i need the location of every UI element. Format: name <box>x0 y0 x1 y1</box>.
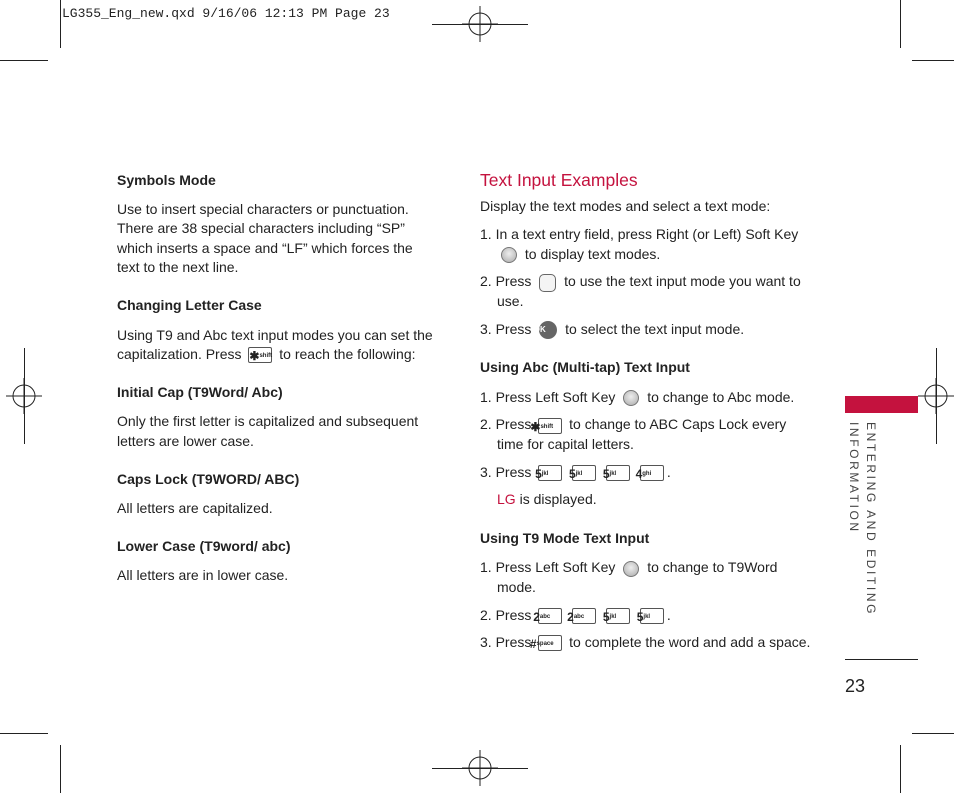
lower-case-body: All letters are in lower case. <box>117 567 289 584</box>
step-a2-text: 2. Press <box>480 273 532 290</box>
initial-cap-heading: Initial Cap (T9Word/ Abc) <box>117 383 283 400</box>
left-soft-key-icon <box>623 390 639 406</box>
key-5-icon: $5^{jkl}$ <box>606 465 630 481</box>
step-a3 <box>480 320 812 340</box>
step-a3-text-after: to select the text input mode. <box>565 320 745 337</box>
soft-key-icon <box>501 247 517 263</box>
abc-result-text: is displayed. <box>519 491 597 508</box>
abc-step1 <box>480 388 812 408</box>
step-a1 <box>480 225 812 264</box>
key-4-icon: $4^{ghi}$ <box>640 465 664 481</box>
side-tab-label: ENTERING AND EDITING INFORMATION <box>847 422 878 617</box>
key-5-icon: $5^{jkl}$ <box>538 465 562 481</box>
initial-cap-body: Only the first letter is capitalized and subsequent letters are lower case. <box>117 413 419 449</box>
key-2-icon: $2^{abc}$ <box>572 608 596 624</box>
crop-mark <box>936 348 937 444</box>
abc-step1-text: 1. Press Left Soft Key <box>480 388 616 405</box>
t9-step1-text: 1. Press Left Soft Key <box>480 559 616 576</box>
section-tab <box>845 396 918 413</box>
changing-case-text-after: to reach the following: <box>279 346 416 363</box>
lg-result-text: LG <box>497 491 516 508</box>
key-5-icon: $5^{jkl}$ <box>640 608 664 624</box>
star-shift-key-icon: ✱$^{shift}$ <box>249 349 273 364</box>
step-a1-text: 1. In a text entry field, press Right (or Left) Soft Key <box>480 226 799 243</box>
section-title: Text Input Examples <box>480 170 638 190</box>
crop-mark <box>60 745 61 793</box>
key-5-icon: $5^{jkl}$ <box>572 465 596 481</box>
changing-case-heading: Changing Letter Case <box>117 296 262 313</box>
abc-step2-text: 2. Press <box>480 416 532 433</box>
page-number: 23 <box>845 676 866 696</box>
abc-step3-period: . <box>666 463 671 480</box>
t9-step1 <box>480 558 812 597</box>
intro-text: Display the text modes and select a text mode: <box>480 197 771 214</box>
caps-lock-heading: Caps Lock (T9WORD/ ABC) <box>117 470 300 487</box>
step-a2-text-after: to use the text input mode you want to use. <box>497 273 801 309</box>
step-a1-text-after: to display text modes. <box>524 245 661 262</box>
symbols-mode-body: Use to insert special characters or punctuation. There are 38 special characters including “SP” which inserts a space and “LF” which forces the text to the next line. <box>117 200 413 276</box>
t9-step3-text-after: to complete the word and add a space. <box>569 634 811 651</box>
crop-mark <box>0 733 48 734</box>
key-2-icon: $2^{abc}$ <box>538 608 562 624</box>
t9-step2-period: . <box>666 606 671 623</box>
key-5-icon: $5^{jkl}$ <box>606 608 630 624</box>
abc-result <box>480 490 812 510</box>
crop-mark <box>24 348 25 444</box>
hash-space-key-icon: #$^{space}$ <box>538 635 562 651</box>
crop-mark <box>900 745 901 793</box>
changing-case-body <box>117 326 437 365</box>
step-a2 <box>480 272 812 311</box>
changing-case-text: Using T9 and Abc text input modes you can set the capitalization. Press <box>117 326 433 363</box>
crop-mark <box>912 60 954 61</box>
t9-step1-text-after: to change to T9Word mode. <box>497 559 778 595</box>
step-a3-text: 3. Press <box>480 320 532 337</box>
abc-step2-text-after: to change to ABC Caps Lock every time for capital letters. <box>497 416 787 452</box>
t9-step3 <box>480 633 812 653</box>
crop-mark <box>0 60 48 61</box>
abc-heading: Using Abc (Multi-tap) Text Input <box>480 359 690 376</box>
ok-key-icon: OK <box>539 321 557 339</box>
lower-case-heading: Lower Case (T9word/ abc) <box>117 537 291 554</box>
crop-mark <box>900 0 901 48</box>
crop-mark <box>912 733 954 734</box>
abc-step3-text: 3. Press <box>480 463 532 480</box>
footer-rule <box>845 659 918 660</box>
left-soft-key-icon <box>623 561 639 577</box>
crop-mark <box>60 0 61 48</box>
symbols-mode-heading: Symbols Mode <box>117 172 216 188</box>
star-shift-key-icon: ✱$^{shift}$ <box>538 418 562 434</box>
navigation-key-icon <box>539 274 556 292</box>
t9-heading: Using T9 Mode Text Input <box>480 529 650 546</box>
caps-lock-body: All letters are capitalized. <box>117 500 273 517</box>
right-column <box>480 171 812 653</box>
crop-mark <box>432 24 528 25</box>
t9-step2-text: 2. Press <box>480 606 532 623</box>
print-header: LG355_Eng_new.qxd 9/16/06 12:13 PM Page 23 <box>62 6 390 21</box>
crop-mark <box>432 768 528 769</box>
abc-step2 <box>480 415 812 454</box>
abc-step3 <box>480 463 812 483</box>
t9-step3-text: 3. Press <box>480 634 532 651</box>
abc-step1-text-after: to change to Abc mode. <box>647 388 795 405</box>
left-column <box>117 171 437 586</box>
t9-step2 <box>480 606 812 626</box>
